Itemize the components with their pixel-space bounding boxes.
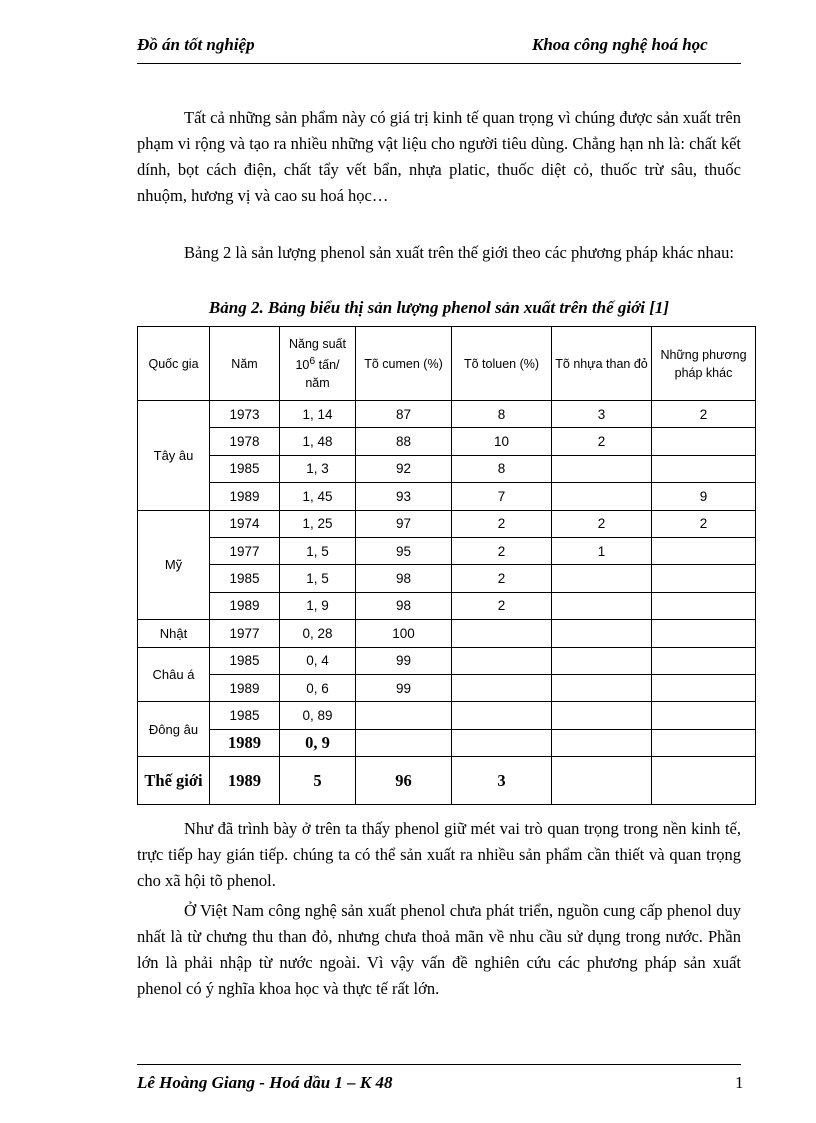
cell-coal-tar [552,620,652,647]
header-coal-tar: Tõ nhựa than đỏ [552,327,652,401]
cell-other [652,674,756,701]
country-tay-au: Tây âu [138,401,210,511]
cell-other [652,702,756,729]
paragraph-table-intro [137,240,741,266]
cell-cumene: 87 [356,401,452,428]
cell-coal-tar: 3 [552,401,652,428]
cell-capacity: 0, 28 [280,620,356,647]
cell-capacity: 0, 4 [280,647,356,674]
cell-year: 1989 [210,674,280,701]
cell-other [652,428,756,455]
cell-coal-tar: 2 [552,428,652,455]
cell-year: 1977 [210,537,280,564]
cell-toluene: 10 [452,428,552,455]
cell-capacity: 1, 9 [280,592,356,619]
paragraph-summary-text: Như đã trình bày ở trên ta thấy phenol giữ mét vai trò quan trọng trong nền kinh tế, trực tiếp hay gián tiếp. chúng ta có thể sản xuất ra nhiều sản phẩm cần thiết và quan trọng cho xã hội tõ phenol. [137,819,741,890]
table-row [138,647,756,674]
cell-cumene: 99 [356,647,452,674]
cell-capacity: 5 [280,757,356,805]
table-header-row [138,327,756,401]
cell-toluene: 2 [452,565,552,592]
paragraph-summary [137,816,741,894]
cell-coal-tar: 2 [552,510,652,537]
cell-toluene [452,702,552,729]
cell-coal-tar: 1 [552,537,652,564]
cell-coal-tar [552,702,652,729]
header-country: Quốc gia [138,327,210,401]
header-capacity-line1: Năng suất [289,336,346,351]
cell-year: 1985 [210,647,280,674]
cell-year: 1985 [210,455,280,482]
footer-author: Lê Hoàng Giang - Hoá dầu 1 – K 48 [137,1073,393,1092]
header-capacity [280,327,356,401]
cell-coal-tar [552,565,652,592]
cell-year: 1989 [210,757,280,805]
page-number: 1 [735,1073,744,1092]
paragraph-intro [137,105,741,209]
country-chau-a: Châu á [138,647,210,702]
header-divider [137,63,741,64]
cell-cumene: 97 [356,510,452,537]
cell-other [652,647,756,674]
cell-cumene [356,729,452,756]
cell-capacity: 1, 25 [280,510,356,537]
cell-cumene: 88 [356,428,452,455]
cell-other: 2 [652,401,756,428]
cell-other [652,537,756,564]
table-row [138,620,756,647]
cell-capacity: 0, 9 [280,729,356,756]
table-row-world [138,757,756,805]
country-the-gioi: Thế giới [138,757,210,805]
cell-cumene: 96 [356,757,452,805]
country-my: Mỹ [138,510,210,620]
cell-capacity: 1, 3 [280,455,356,482]
cell-capacity: 1, 45 [280,483,356,510]
cell-toluene: 3 [452,757,552,805]
cell-coal-tar [552,674,652,701]
cell-toluene: 2 [452,592,552,619]
header-title-left: Đồ án tốt nghiệp [137,35,255,54]
cell-cumene: 98 [356,592,452,619]
cell-other [652,455,756,482]
cell-toluene [452,674,552,701]
cell-capacity: 1, 48 [280,428,356,455]
cell-toluene: 2 [452,510,552,537]
cell-capacity: 0, 6 [280,674,356,701]
cell-year: 1985 [210,702,280,729]
cell-capacity: 1, 5 [280,565,356,592]
footer-divider [137,1064,741,1065]
cell-cumene: 99 [356,674,452,701]
paragraph-intro-text: Tất cả những sản phẩm này có giá trị kinh tế quan trọng vì chúng được sản xuất trên phạm vi rộng và tạo ra nhiều những vật liệu cho người tiêu dùng. Chẳng hạn nh là: chất kết dính, bọt cách điện, chất tẩy vết bẩn, nhựa platic, thuốc diệt cỏ, thuốc trừ sâu, thuốc nhuộm, hương vị và cao su hoá học… [137,108,741,205]
cell-cumene: 98 [356,565,452,592]
cell-coal-tar [552,455,652,482]
paragraph-table-intro-text: Bảng 2 là sản lượng phenol sản xuất trên thế giới theo các phương pháp khác nhau: [184,243,734,262]
table-row [138,428,756,455]
country-nhat: Nhật [138,620,210,647]
cell-coal-tar [552,647,652,674]
header-toluene: Tõ toluen (%) [452,327,552,401]
cell-year: 1974 [210,510,280,537]
header-cumene: Tõ cumen (%) [356,327,452,401]
cell-toluene [452,620,552,647]
table-row [138,455,756,482]
cell-other: 2 [652,510,756,537]
cell-capacity: 1, 5 [280,537,356,564]
cell-toluene [452,647,552,674]
cell-toluene: 7 [452,483,552,510]
table-row [138,729,756,756]
header-title-right: Khoa công nghệ hoá học [532,35,708,54]
header-capacity-line3: tấn/ năm [305,358,340,391]
cell-capacity: 0, 89 [280,702,356,729]
cell-other: 9 [652,483,756,510]
cell-year: 1985 [210,565,280,592]
table-row [138,537,756,564]
cell-other [652,565,756,592]
cell-year: 1973 [210,401,280,428]
cell-toluene: 8 [452,401,552,428]
header-capacity-line2: 10 [295,358,310,373]
cell-coal-tar [552,729,652,756]
cell-cumene [356,702,452,729]
cell-toluene: 2 [452,537,552,564]
table-caption: Bảng 2. Bảng biểu thị sản lượng phenol sản xuất trên thế giới [1] [208,298,670,317]
cell-capacity: 1, 14 [280,401,356,428]
cell-year: 1989 [210,729,280,756]
country-dong-au: Đông âu [138,702,210,757]
cell-year: 1989 [210,592,280,619]
header-other-methods: Những phương pháp khác [652,327,756,401]
cell-other [652,757,756,805]
table-row [138,565,756,592]
table-row [138,674,756,701]
cell-toluene [452,729,552,756]
cell-cumene: 100 [356,620,452,647]
cell-other [652,620,756,647]
cell-year: 1989 [210,483,280,510]
table-row [138,510,756,537]
cell-toluene: 8 [452,455,552,482]
paragraph-vietnam [137,898,741,1002]
header-year: Năm [210,327,280,401]
header-capacity-sup: 6 [309,355,316,367]
table-row [138,592,756,619]
table-row [138,401,756,428]
cell-coal-tar [552,592,652,619]
cell-other [652,592,756,619]
table-row [138,702,756,729]
cell-cumene: 93 [356,483,452,510]
phenol-production-table [137,326,756,805]
paragraph-vietnam-text: Ở Việt Nam công nghệ sản xuất phenol chưa phát triển, nguồn cung cấp phenol duy nhất là từ chưng thu than đỏ, nhưng chưa thoả mãn về nhu cầu sử dụng trong nước. Phần lớn là phải nhập từ nước ngoài. Vì vậy vấn đề nghiên cứu các phương pháp sản xuất phenol có ý nghĩa khoa học và thực tế rất lớn. [137,901,741,998]
cell-cumene: 92 [356,455,452,482]
cell-coal-tar [552,483,652,510]
cell-year: 1977 [210,620,280,647]
cell-year: 1978 [210,428,280,455]
cell-other [652,729,756,756]
cell-cumene: 95 [356,537,452,564]
table-row [138,483,756,510]
cell-coal-tar [552,757,652,805]
